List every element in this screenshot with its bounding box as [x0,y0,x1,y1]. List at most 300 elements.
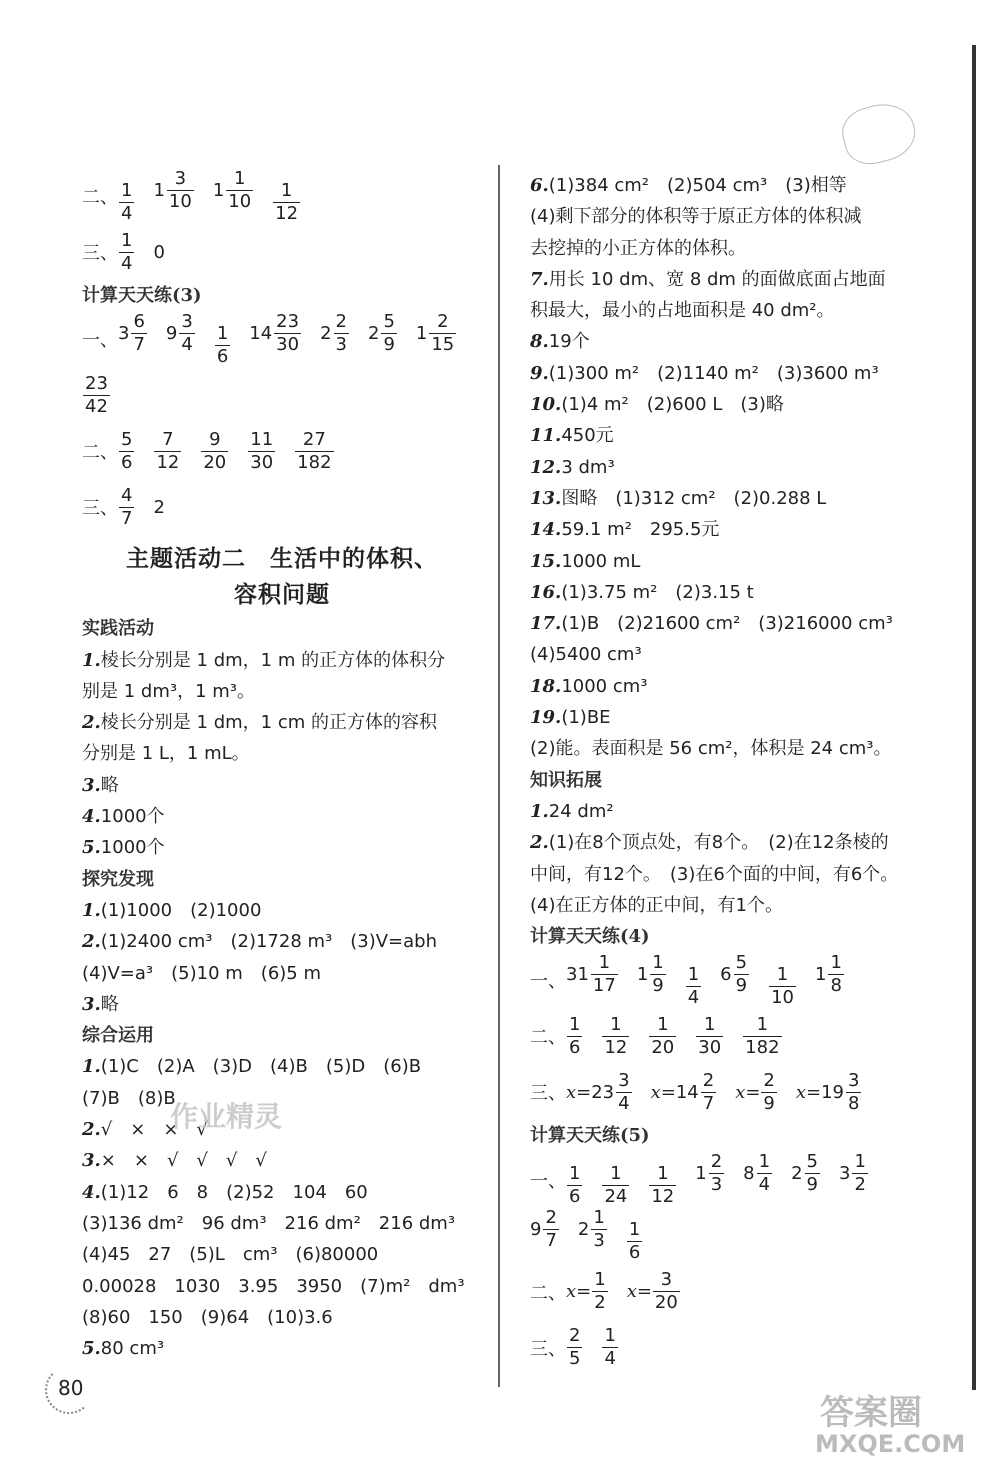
fraction-group [530,1207,661,1264]
numerator: 2 [702,1069,715,1091]
fraction [757,1151,772,1196]
denominator: 6 [216,345,229,367]
fraction-item [695,1151,725,1196]
fraction [761,1070,776,1115]
answer-text: (1)BE [561,707,611,729]
fraction-item [153,429,182,474]
fraction-item [601,1325,618,1370]
frac-row [82,423,482,479]
column-divider [498,165,500,1387]
denominator: 182 [297,451,332,473]
fraction [201,429,228,474]
numerator: 3 [174,167,187,189]
fraction [828,952,843,997]
answer-line: (4)45 27 (5)L cm³ (6)80000 [82,1244,379,1266]
fraction [429,311,456,356]
answer-line [82,801,482,832]
denominator: 4 [604,1348,616,1370]
denominator: 6 [628,1242,641,1264]
numerator: 1 [776,963,789,985]
numerator: 3 [660,1269,673,1291]
whole-number: 31 [566,963,589,985]
fraction-item [249,311,302,356]
numerator: 1 [687,963,700,985]
denominator: 15 [431,333,455,355]
fraction-item [118,485,135,530]
frac-row [530,1208,930,1264]
denominator: 9 [763,1092,775,1114]
numerator: 1 [216,322,229,344]
numerator: 5 [121,428,133,450]
whole-number: 1 [695,1163,707,1185]
section-heading: 实践活动 [82,618,154,640]
variable-prefix: x= [566,1281,592,1303]
fraction [696,1014,723,1059]
section-heading: 综合运用 [82,1025,154,1047]
fraction-item [768,964,797,1009]
fraction [215,323,230,368]
item-number: 8. [530,331,549,353]
item-number: 2. [82,712,101,734]
denominator: 7 [702,1092,715,1114]
fraction-item [601,1163,630,1208]
fraction-item [566,1269,609,1314]
answer-line [530,827,930,858]
item-number: 5. [82,1338,101,1360]
chapter-title-line1: 主题活动二 生活中的体积、 [126,546,438,573]
numerator: 1 [758,1151,771,1173]
numerator: 5 [735,951,748,973]
fraction-item [153,168,194,213]
row-prefix: 三、 [82,498,118,520]
frac-row [82,367,482,423]
fraction-item [294,429,334,474]
whole-number: 23 [591,1081,615,1103]
numerator: 1 [604,1325,616,1347]
page-edge-shadow [972,45,976,1390]
answer-text: (1)3.75 m² (2)3.15 t [561,581,754,603]
fraction [248,429,275,474]
fraction-group [118,168,319,225]
row-prefix: 三、 [530,1083,566,1105]
whole-number: 3 [838,1163,851,1185]
item-number: 2. [82,1119,101,1141]
fraction [167,168,194,213]
frac-row [530,1264,930,1320]
fraction [846,1070,861,1115]
answer-text: 1000 mL [561,550,641,572]
numerator: 1 [657,1163,669,1185]
denominator: 8 [830,974,842,996]
fraction [567,1325,582,1370]
denominator: 10 [771,986,794,1008]
fraction-item [735,1070,778,1115]
numerator: 5 [383,310,395,332]
frac-row [82,479,482,535]
fraction-item [695,1014,724,1059]
fraction-group [566,1070,880,1115]
fraction-group [566,952,863,1009]
answer-text: 3 dm³ [561,456,615,478]
denominator: 7 [121,507,133,529]
denominator: 10 [168,190,192,212]
answer-line: (4)5400 cm³ [530,644,642,666]
answer-line [530,577,930,608]
item-number: 2. [82,931,101,953]
denominator: 7 [545,1230,557,1252]
denominator: 20 [203,451,227,473]
answer-text: 1000个 [100,806,165,828]
answer-line: 别是 1 dm³，1 m³。 [82,680,255,702]
numerator: 1 [628,1219,641,1241]
fraction [616,1070,631,1115]
fraction-group [118,230,153,275]
fraction-item [82,373,111,418]
fraction [131,311,146,356]
item-number: 14. [530,519,562,541]
denominator: 10 [228,190,252,212]
answer-line [82,895,482,926]
fraction-item [601,1014,630,1059]
item-number: 3. [82,1150,101,1172]
fraction-item [743,1151,773,1196]
denominator: 12 [651,1186,675,1208]
numerator: 1 [280,179,293,201]
whole-number: 2 [367,322,380,344]
fraction-item [626,1219,643,1264]
fraction [119,429,134,474]
fraction [154,429,181,474]
numerator: 2 [545,1207,557,1229]
fraction-item [566,1325,583,1370]
corner-stamp-seal [837,97,921,171]
row-prefix: 二、 [82,442,118,464]
denominator: 3 [593,1230,605,1252]
denominator: 12 [604,1036,628,1058]
fraction [543,1207,558,1252]
fraction [567,1163,582,1208]
item-number: 1. [82,649,101,671]
answer-text: (1)C (2)A (3)D (4)B (5)D (6)B [100,1056,422,1078]
whole-number: 14 [249,322,273,344]
numerator: 1 [854,1151,866,1173]
item-number: 3. [82,993,101,1015]
numerator: 1 [703,1013,716,1035]
item-number: 12. [530,456,562,478]
denominator: 4 [181,333,193,355]
answer-text: 图略 (1)312 cm² (2)0.288 L [561,487,827,509]
answer-line [530,170,930,201]
numerator: 1 [233,167,246,189]
item-number: 16. [530,581,562,603]
denominator: 2 [594,1292,606,1314]
watermark-text: 答案圈 [820,1393,922,1433]
numerator: 1 [598,951,611,973]
fraction-item [791,1151,821,1196]
fraction-item [815,952,845,997]
fraction-item [118,311,148,356]
answer-line [530,671,930,702]
denominator: 4 [121,252,133,274]
numerator: 1 [610,1013,622,1035]
frac-row [82,224,482,280]
fraction-item [566,1163,583,1208]
fraction-item [200,429,229,474]
fraction [295,429,333,474]
item-number: 3. [82,774,101,796]
answer-line [530,452,930,483]
fraction-item [742,1014,782,1059]
answer-text: 80 cm³ [100,1338,165,1360]
denominator: 9 [652,974,664,996]
fraction [709,1151,724,1196]
fraction [567,1014,582,1059]
fraction-item [368,311,398,356]
row-tail: 0 [153,241,165,263]
answer-line: (7)B (8)B [82,1087,176,1109]
section-heading: 计算天天练(5) [530,1125,650,1147]
answer-line [530,514,930,545]
numerator: 23 [276,310,300,332]
whole-number: 1 [636,963,649,985]
fraction [627,1219,642,1264]
numerator: 2 [710,1151,723,1173]
item-number: 18. [530,675,562,697]
fraction [274,311,301,356]
fraction-group [118,485,153,530]
answer-text: 450元 [561,425,614,447]
numerator: 5 [806,1151,818,1173]
fraction [83,373,110,418]
denominator: 7 [133,333,145,355]
row-prefix: 二、 [530,1282,566,1304]
fraction-item [530,1207,560,1252]
answer-line: 积最大，最小的占地面积是 40 dm²。 [530,300,835,322]
frac-row [530,1320,930,1376]
fraction [602,1325,617,1370]
fraction [686,964,701,1009]
answer-text: 略 [100,993,119,1015]
numerator: 7 [162,428,174,450]
fraction-item [627,1269,681,1314]
whole-number: 1 [212,179,225,201]
numerator: 1 [652,951,664,973]
variable-prefix: x= [626,1281,652,1303]
fraction [591,952,618,997]
denominator: 9 [806,1174,818,1196]
variable-prefix: x= [566,1081,592,1103]
frac-row [530,1152,930,1208]
fraction-item [648,1163,677,1208]
item-number: 7. [530,268,549,290]
answer-line: (3)136 dm² 96 dm³ 216 dm² 216 dm³ [82,1212,456,1234]
denominator: 24 [604,1186,628,1208]
answer-line [82,1333,482,1364]
variable-prefix: x= [795,1081,822,1103]
answer-text: (1)300 m² (2)1140 m² (3)3600 m³ [548,362,879,384]
numerator: 6 [133,310,145,332]
numerator: 2 [335,310,347,332]
section-heading: 探究发现 [82,868,154,890]
fraction-item [166,311,196,356]
denominator: 30 [698,1036,722,1058]
numerator: 1 [756,1013,769,1035]
fraction-item [320,311,350,356]
answer-line [82,926,482,957]
fraction-item [213,168,254,213]
answer-line [530,420,930,451]
item-number: 11. [530,425,562,447]
denominator: 3 [335,333,347,355]
frac-row [530,952,930,1008]
numerator: 1 [830,951,842,973]
variable-prefix: x= [735,1081,761,1103]
fraction [119,485,134,530]
numerator: 2 [763,1069,775,1091]
fraction [334,311,349,356]
answer-line [82,707,482,738]
answer-text: × × √ √ √ √ [100,1150,267,1172]
fraction [119,180,134,225]
answer-text: (1)384 cm² (2)504 cm³ (3)相等 [548,175,847,196]
item-number: 6. [530,175,549,196]
whole-number: 1 [153,179,165,201]
denominator: 9 [735,974,748,996]
answer-line: 中间，有12个。 (3)在6个面的中间，有6个。 [530,863,899,885]
answer-line: (8)60 150 (9)64 (10)3.6 [82,1306,333,1328]
fraction [602,1163,629,1208]
denominator: 182 [745,1036,780,1058]
row-prefix: 二、 [82,187,118,208]
fraction-item [796,1070,863,1115]
fraction-item [651,1070,718,1115]
answer-text: (1)12 6 8 (2)52 104 60 [100,1181,368,1203]
fraction [592,1269,607,1314]
fraction-group [118,429,353,474]
item-number: 9. [530,362,549,384]
fraction [852,1151,867,1196]
numerator: 27 [302,428,326,450]
fraction-group [566,1151,887,1208]
fraction [591,1207,606,1252]
answer-text: (1)在8个顶点处，有8个。 (2)在12条棱的 [548,832,889,854]
answer-line: (2)能。表面积是 56 cm²，体积是 24 cm³。 [530,738,892,760]
answer-line [82,645,482,676]
answer-text: 19个 [548,331,590,353]
item-number: 1. [82,899,101,921]
answer-text: 棱长分别是 1 dm，1 m 的正方体的体积分 [100,649,446,671]
numerator: 3 [848,1069,860,1091]
answer-line: (4)在正方体的正中间，有1个。 [530,894,783,916]
answer-line [530,264,930,295]
fraction [734,952,749,997]
fraction-group [82,373,129,418]
answer-line: 去挖掉的小正方体的体积。 [530,237,746,259]
answer-text: 用长 10 dm、宽 8 dm 的面做底面占地面 [548,268,886,290]
answer-line: (4)V=a³ (5)10 m (6)5 m [82,962,322,984]
answer-text: 59.1 m² 295.5元 [561,519,720,541]
answer-line [82,1051,482,1082]
fraction [805,1151,820,1196]
whole-number: 14 [675,1081,699,1103]
whole-number: 2 [791,1163,803,1185]
answer-line [530,546,930,577]
fraction-item [685,964,702,1009]
numerator: 3 [618,1069,630,1091]
fraction-item [118,180,135,225]
item-number: 5. [82,837,101,859]
answer-text: √ × × √ [100,1119,208,1141]
row-prefix: 二、 [530,1027,566,1049]
fraction [649,1014,676,1059]
fraction-item [566,1014,583,1059]
denominator: 8 [848,1092,860,1114]
row-tail: 2 [153,496,165,518]
row-prefix: 三、 [82,243,118,264]
fraction [650,952,665,997]
denominator: 3 [710,1174,723,1196]
numerator: 11 [250,428,274,450]
fraction-item [839,1151,869,1196]
fraction-item [566,1070,633,1115]
fraction [226,168,253,213]
denominator: 6 [569,1186,581,1208]
item-number: 13. [530,487,562,509]
answer-line: (4)剩下部分的体积等于原正方体的体积减 [530,206,862,228]
fraction-item [637,952,667,997]
numerator: 1 [121,179,133,201]
whole-number: 1 [415,322,428,344]
answer-text: (1)4 m² (2)600 L (3)略 [561,394,784,416]
variable-prefix: x= [650,1081,676,1103]
denominator: 9 [383,333,395,355]
denominator: 30 [276,333,300,355]
denominator: 17 [592,974,616,996]
numerator: 3 [181,310,193,332]
frac-row [530,1008,930,1064]
fraction-item [578,1207,608,1252]
whole-number: 1 [814,963,827,985]
numerator: 23 [85,372,108,394]
numerator: 1 [121,229,133,251]
whole-number: 2 [320,322,332,344]
fraction [743,1014,781,1059]
denominator: 42 [85,395,108,417]
fraction [119,230,134,275]
answer-text: 略 [100,774,119,796]
fraction-item [272,180,301,225]
fraction-group [118,311,475,368]
section-heading: 计算天天练(3) [82,285,202,306]
whole-number: 8 [743,1163,755,1185]
denominator: 6 [121,451,133,473]
item-number: 4. [82,806,101,828]
answer-text: 1000个 [100,837,165,859]
fraction-item [214,323,231,368]
answer-line [530,483,930,514]
denominator: 2 [854,1174,866,1196]
section-heading: 计算天天练(4) [530,926,650,948]
fraction [179,311,194,356]
answer-line: 分别是 1 L，1 mL。 [82,743,250,765]
numerator: 1 [594,1269,606,1291]
fraction [701,1070,716,1115]
fraction-group [566,1014,801,1059]
watermark-text: 作业精灵 [170,1100,283,1133]
chapter-title-line2: 容积问题 [234,582,330,609]
answer-line: 0.00028 1030 3.95 3950 (7)m² dm³ [82,1275,465,1297]
fraction-item [118,230,135,275]
